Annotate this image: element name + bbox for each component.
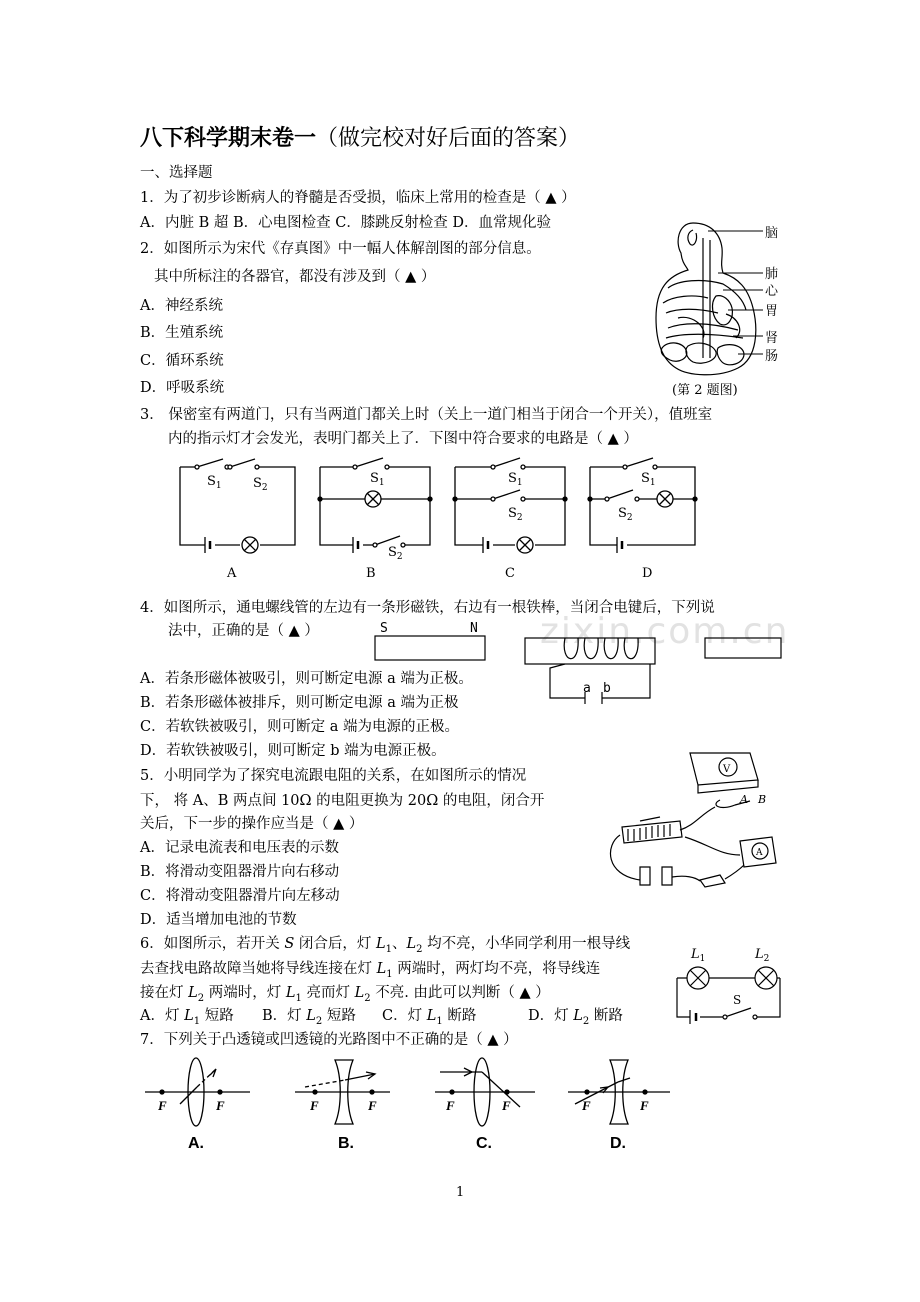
svg-text:S1: $S_1$ [641, 471, 656, 488]
watermark: zixin.com.cn [540, 611, 790, 652]
q2-option-c: C．循环系统 [140, 353, 224, 369]
svg-text:L2: $L_2$ [755, 947, 770, 964]
meter-v: V [723, 764, 731, 775]
q2-option-b: B．生殖系统 [140, 325, 224, 341]
svg-text:F: F [368, 1098, 377, 1113]
q3-stem: 3． 保密室有两道门，只有当两道门都关上时（关上一道门相当于闭合一个开关），值班室 [140, 407, 713, 423]
q2-figure-caption: (第 2 题图) [672, 383, 738, 398]
q3-label-d: D [642, 566, 653, 581]
q4-option-c: C．若软铁被吸引，则可断定 a 端为电源的正极。 [140, 719, 459, 735]
label-lung: 肺 [765, 267, 779, 282]
q4-stem-continued: 法中，正确的是（ ▲ ） [168, 623, 319, 639]
label-kidney: 肾 [765, 331, 779, 346]
magnet-n: N [470, 621, 478, 636]
svg-text:L1: $L_1$ [691, 947, 706, 964]
q3-circuits-figure [175, 455, 710, 585]
q6-option-c: C．灯 $L_1$ 断路 [382, 1008, 477, 1027]
point-a: A [740, 793, 748, 806]
label-intestine: 肠 [765, 349, 779, 364]
q5-option-a: A．记录电流表和电压表的示数 [140, 840, 339, 856]
q6-stem: 6．如图所示，若开关 S 闭合后，灯 $L_1$、$L_2$ 均不亮，小华同学利用一根导线 [140, 936, 631, 955]
q2-stem-continued: 其中所标注的各器官，都没有涉及到（ ▲ ） [154, 269, 436, 285]
q2-stem: 2．如图所示为宋代《存真图》中一幅人体解剖图的部分信息。 [140, 241, 541, 257]
q6-switch-label: S [733, 993, 742, 1007]
q5-stem: 5．小明同学为了探究电流跟电阻的关系，在如图所示的情况 [140, 768, 527, 784]
svg-text:F: F [216, 1098, 225, 1113]
q7-label-c: C. [476, 1135, 492, 1152]
title-main: 八下科学期末卷一 [140, 125, 317, 151]
label-heart: 心 [765, 284, 779, 299]
q5-option-b: B．将滑动变阻器滑片向右移动 [140, 864, 340, 880]
svg-text:F: F [502, 1098, 511, 1113]
q3-stem-continued: 内的指示灯才会发光，表明门都关上了．下图中符合要求的电路是（ ▲ ） [168, 431, 638, 447]
q5-apparatus-figure [600, 745, 780, 895]
q4-option-b: B．若条形磁体被排斥，则可断定电源 a 端为正极 [140, 695, 459, 711]
svg-text:F: F [158, 1098, 167, 1113]
meter-a: A [756, 848, 763, 858]
q5-stem-continued: 下， 将 A、B 两点间 10Ω 的电阻更换为 20Ω 的电阻，闭合开 [140, 793, 545, 809]
label-brain: 脑 [765, 226, 779, 241]
svg-text:F: F [582, 1098, 591, 1113]
q4-stem: 4．如图所示，通电螺线管的左边有一条形磁铁，右边有一根铁棒，当闭合电键后，下列说 [140, 600, 715, 616]
svg-text:S2: $S_2$ [508, 506, 523, 523]
svg-text:S2: $S_2$ [618, 506, 633, 523]
q7-lens-figure [140, 1052, 680, 1157]
q3-label-c: C [505, 566, 515, 581]
terminal-a: a [583, 681, 591, 696]
point-b: B [758, 793, 767, 806]
q2-option-a: A．神经系统 [140, 298, 223, 314]
anatomy-figure [648, 218, 798, 400]
q6-option-b: B．灯 $L_2$ 短路 [262, 1008, 356, 1027]
q6-stem-line2: 去查找电路故障当她将导线连接在灯 $L_1$ 两端时，两灯均不亮，将导线连 [140, 961, 601, 980]
q5-option-d: D．适当增加电池的节数 [140, 912, 297, 928]
svg-text:F: F [640, 1098, 649, 1113]
q4-option-a: A．若条形磁体被吸引，则可断定电源 a 端为正极。 [140, 671, 473, 687]
page-number: 1 [456, 1185, 465, 1200]
q7-label-d: D. [610, 1135, 626, 1152]
q3-label-b: B [366, 566, 376, 581]
q6-option-d: D．灯 $L_2$ 断路 [528, 1008, 623, 1027]
label-stomach: 胃 [765, 304, 779, 319]
svg-text:S1: $S_1$ [370, 471, 385, 488]
title-note: （做完校对好后面的答案） [316, 126, 581, 151]
q6-stem-line3: 接在灯 $L_2$ 两端时，灯 $L_1$ 亮而灯 $L_2$ 不亮. 由此可以判断（ ▲ ） [140, 985, 550, 1004]
q2-option-d: D．呼吸系统 [140, 380, 225, 396]
svg-text:S2: $S_2$ [388, 545, 403, 562]
q5-option-c: C．将滑动变阻器滑片向左移动 [140, 888, 340, 904]
terminal-b: b [603, 681, 611, 696]
section-heading: 一、选择题 [140, 165, 213, 181]
q7-label-b: B. [338, 1135, 354, 1152]
q7-stem: 7．下列关于凸透镜或凹透镜的光路图中不正确的是（ ▲ ） [140, 1032, 518, 1048]
svg-text:S1: $S_1$ [508, 471, 523, 488]
magnet-s: S [380, 621, 388, 636]
svg-text:F: F [310, 1098, 319, 1113]
svg-text:S1: $S_1$ [207, 474, 222, 491]
q7-label-a: A. [188, 1135, 204, 1152]
q1-stem: 1．为了初步诊断病人的脊髓是否受损，临床上常用的检查是（ ▲ ） [140, 190, 576, 206]
q4-option-d: D．若软铁被吸引，则可断定 b 端为电源正极。 [140, 743, 446, 759]
q6-option-a: A．灯 $L_1$ 短路 [140, 1008, 234, 1027]
q5-stem-end: 关后，下一步的操作应当是（ ▲ ） [140, 816, 364, 832]
q6-circuit-figure [665, 942, 790, 1027]
svg-text:S2: $S_2$ [253, 476, 268, 493]
svg-text:F: F [446, 1098, 455, 1113]
q1-options: A．内脏 B 超 B．心电图检查 C．膝跳反射检查 D．血常规化验 [140, 215, 552, 231]
page-title [140, 121, 580, 152]
q3-label-a: A [227, 566, 237, 581]
